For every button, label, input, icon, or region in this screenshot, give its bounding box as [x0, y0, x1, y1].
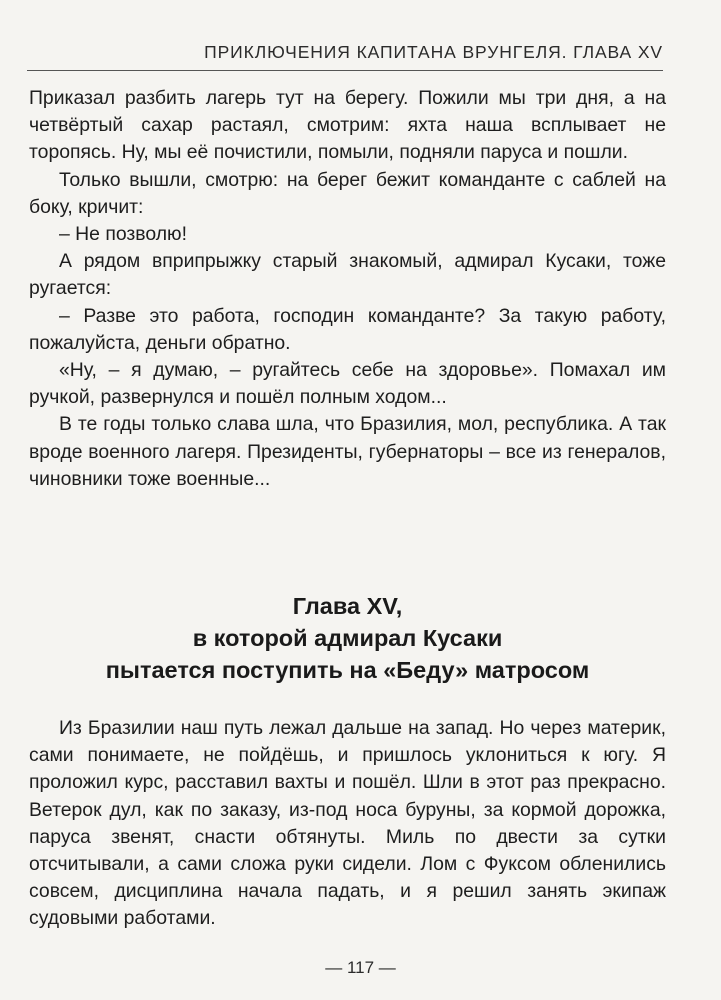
- text-block-top: [29, 85, 666, 493]
- running-head: ПРИКЛЮЧЕНИЯ КАПИТАНА ВРУНГЕЛЯ. ГЛАВА XV: [204, 42, 663, 62]
- paragraph: Приказал разбить лагерь тут на берегу. Пожили мы три дня, а на четвёртый сахар растаял, смотрим: яхта наша всплывает не торопясь. Ну, мы её почистили, помыли, подняли паруса и пошли.: [29, 87, 666, 164]
- text-block-bottom: [29, 715, 666, 933]
- chapter-title-line: пытается поступить на «Беду» матросом: [105, 657, 590, 683]
- paragraph: Только вышли, смотрю: на берег бежит команданте с саблей на боку, кричит:: [29, 168, 666, 218]
- paragraph: – Разве это работа, господин команданте? За такую работу, пожалуйста, деньги обратно.: [29, 304, 666, 354]
- paragraph: А рядом вприпрыжку старый знакомый, адмирал Кусаки, тоже ругается:: [29, 250, 666, 300]
- header-rule: [27, 70, 663, 71]
- chapter-number: Глава XV,: [292, 593, 403, 619]
- paragraph: Из Бразилии наш путь лежал дальше на запад. Но через материк, сами понимаете, не пойдёшь, и пришлось уклониться к югу. Я проложил курс, расставил вахты и пошёл. Шли в этот раз прекрасно. Ветерок дул, как по заказу, из-под носа буруны, за кормой дорожка, паруса звенят, снасти обтянуты. Миль по двести за сутки отсчитывали, а сами сложа руки сидели. Лом с Фуксом обленились совсем, дисциплина начала падать, и я решил занять экипаж судовыми работами.: [29, 717, 666, 930]
- chapter-title-line: в которой адмирал Кусаки: [192, 625, 503, 651]
- chapter-heading: [29, 590, 666, 686]
- paragraph: – Не позволю!: [59, 223, 187, 246]
- page-number: — 117 —: [325, 958, 396, 977]
- paragraph: В те годы только слава шла, что Бразилия, мол, республика. А так вроде военного лагеря. Президенты, губернаторы – все из генералов, чиновники тоже военные...: [29, 413, 666, 490]
- paragraph: «Ну, – я думаю, – ругайтесь себе на здоровье». Помахал им ручкой, развернулся и пошёл полным ходом...: [29, 359, 666, 409]
